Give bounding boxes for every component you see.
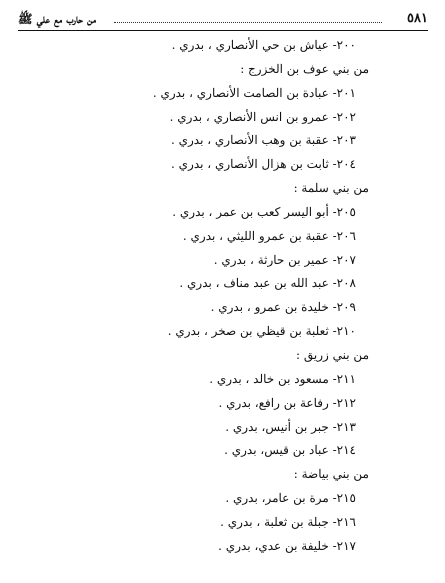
section-heading: من بني سلمة :: [293, 181, 369, 196]
entry-line: ٢٠٢- عمرو بن انس الأنصاري ، بدري .: [169, 109, 356, 124]
entry-line: ٢١٤- عباد بن قيس، بدري .: [224, 443, 356, 458]
entry-line: ٢١٦- جبلة بن ثعلبة ، بدري .: [220, 514, 356, 529]
entry-line: ٢٠٨- عبد الله بن عبد مناف ، بدري .: [179, 276, 356, 291]
header-dot-leader: [114, 22, 382, 23]
entry-line: ٢٠١- عبادة بن الصامت الأنصاري ، بدري .: [152, 85, 356, 100]
page-header: [18, 10, 428, 30]
section-heading: من بني بياضة :: [293, 467, 369, 482]
entry-line: ٢٠٩- خليدة بن عمرو ، بدري .: [210, 300, 356, 315]
entry-line: ٢١١- مسعود بن خالد ، بدري .: [209, 371, 356, 386]
entry-line: ٢١٠- ثعلبة بن قيظي بن صخر ، بدري .: [167, 324, 356, 339]
entry-line: ٢١٣- جبر بن أنيس، بدري .: [225, 419, 356, 434]
section-heading: من بني عوف بن الخزرج :: [240, 61, 369, 76]
entry-line: ٢١٢- رفاعة بن رافع، بدري .: [218, 395, 356, 410]
running-title: من حارب مع علي ﷺ: [18, 12, 96, 26]
entry-line: ٢٠٠- عياش بن حي الأنصاري ، بدري .: [171, 38, 356, 52]
header-rule: [18, 30, 428, 31]
entry-line: ٢٠٧- عمير بن حارثة ، بدري .: [213, 252, 356, 267]
section-heading: من بني زريق :: [296, 347, 369, 362]
entry-line: ٢١٥- مرة بن عامر، بدري .: [225, 491, 356, 506]
entry-line: ٢٠٣- عقبة بن وهب الأنصاري ، بدري .: [170, 133, 356, 148]
entry-list: [39, 34, 369, 559]
entry-line: ٢٠٥- أبو اليسر كعب بن عمر ، بدري .: [172, 204, 356, 219]
entry-line: ٢٠٦- عقبة بن عمرو الليثي ، بدري .: [182, 228, 356, 243]
page-number: ٥٨١: [407, 11, 428, 26]
entry-line: ٢١٧- خليفة بن عدي، بدري .: [218, 538, 356, 553]
entry-line: ٢٠٤- ثابت بن هزال الأنصاري ، بدري .: [171, 157, 356, 172]
